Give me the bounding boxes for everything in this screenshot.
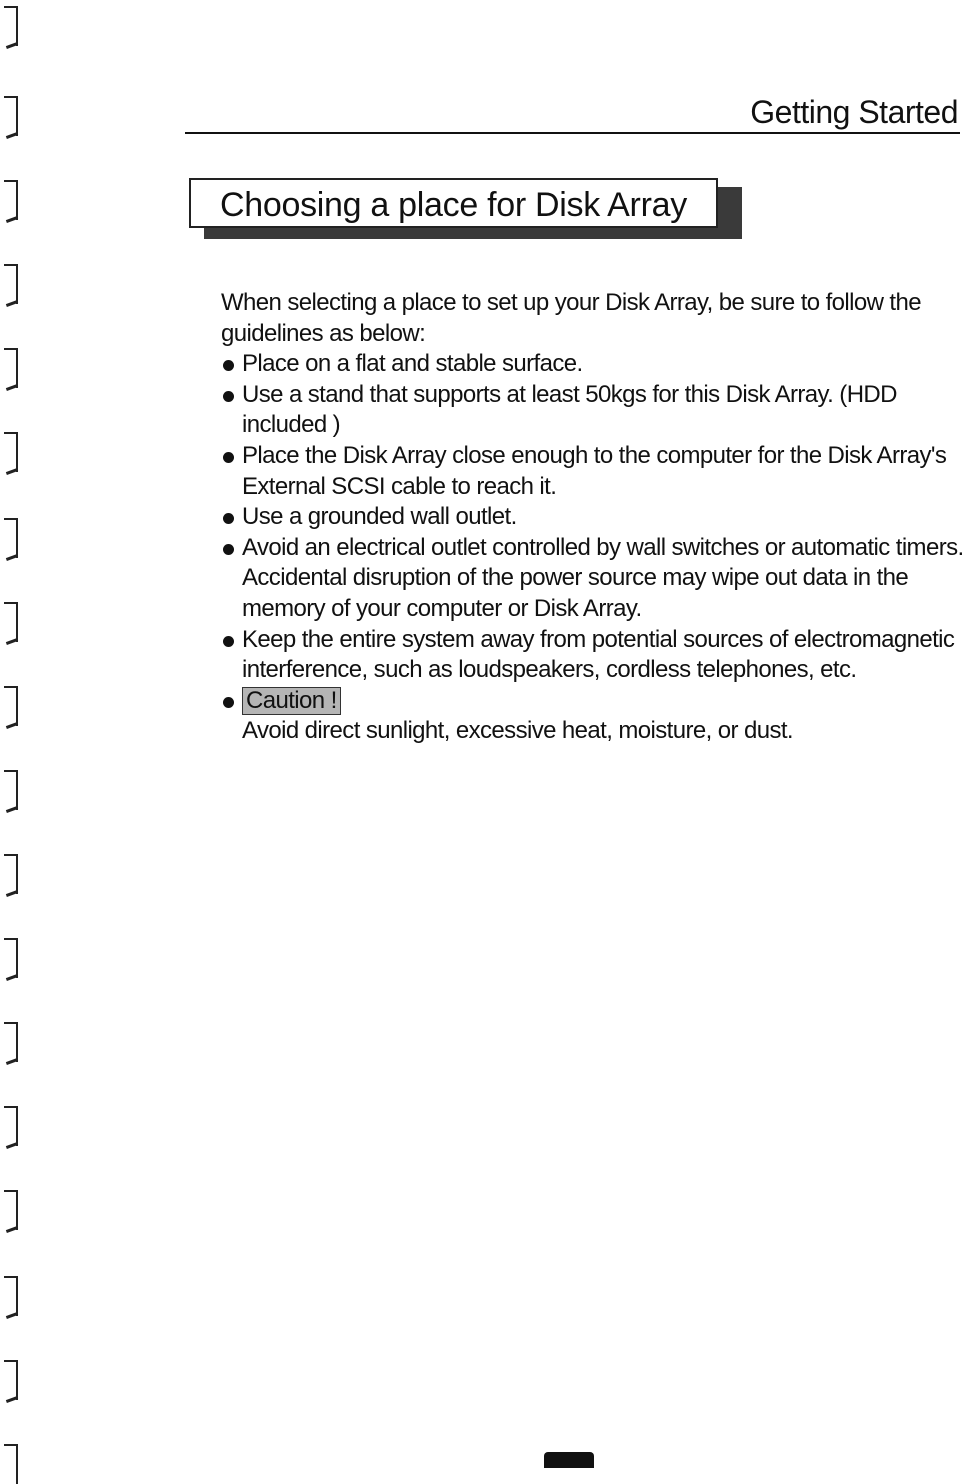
binding-mark — [4, 854, 22, 894]
binding-mark — [4, 1190, 22, 1230]
bullet-icon — [223, 452, 234, 463]
binding-mark — [4, 1444, 22, 1484]
list-item-text: Avoid an electrical outlet controlled by wall switches or automatic timers. Accidental disruption of the power source may wipe out data in the memory of your computer or Disk Array. — [242, 533, 964, 622]
binding-mark — [4, 348, 22, 388]
list-item — [221, 349, 966, 380]
binding-mark — [4, 96, 22, 136]
binding-mark — [4, 432, 22, 472]
binding-mark — [4, 180, 22, 220]
guideline-list — [221, 349, 966, 747]
list-item-text: Use a grounded wall outlet. — [242, 503, 517, 531]
bullet-icon — [223, 513, 234, 524]
binding-mark — [4, 518, 22, 558]
binding-mark — [4, 264, 22, 304]
bullet-icon — [223, 391, 234, 402]
caution-item — [221, 686, 966, 747]
binding-mark — [4, 1022, 22, 1062]
page-number-tab — [544, 1452, 594, 1468]
main-content — [221, 288, 966, 747]
binding-mark — [4, 1360, 22, 1400]
list-item — [221, 625, 966, 686]
binding-mark — [4, 602, 22, 642]
binding-mark — [4, 6, 22, 46]
caution-label: Caution ! — [242, 687, 341, 715]
bullet-icon — [223, 360, 234, 371]
spiral-binding — [0, 0, 30, 1468]
binding-mark — [4, 1276, 22, 1316]
list-item — [221, 380, 966, 441]
intro-paragraph: When selecting a place to set up your Disk Array, be sure to follow the guidelines as below: — [221, 289, 921, 347]
list-item — [221, 502, 966, 533]
section-title: Choosing a place for Disk Array — [220, 186, 687, 224]
list-item — [221, 441, 966, 502]
bullet-icon — [223, 636, 234, 647]
caution-text: Avoid direct sunlight, excessive heat, moisture, or dust. — [242, 717, 793, 745]
list-item-text: Use a stand that supports at least 50kgs for this Disk Array. (HDD included ) — [242, 380, 897, 439]
binding-mark — [4, 686, 22, 726]
binding-mark — [4, 1106, 22, 1146]
list-item-text: Place the Disk Array close enough to the computer for the Disk Array's External SCSI cable to reach it. — [242, 441, 947, 500]
binding-mark — [4, 938, 22, 978]
header-rule — [185, 132, 960, 134]
list-item-text: Place on a flat and stable surface. — [242, 350, 583, 378]
binding-mark — [4, 770, 22, 810]
page-header-title: Getting Started — [750, 94, 958, 130]
list-item — [221, 533, 966, 625]
list-item-text: Keep the entire system away from potential sources of electromagnetic interference, such as loudspeakers, cordless telephones, etc. — [242, 625, 955, 684]
bullet-icon — [223, 697, 234, 708]
bullet-icon — [223, 544, 234, 555]
